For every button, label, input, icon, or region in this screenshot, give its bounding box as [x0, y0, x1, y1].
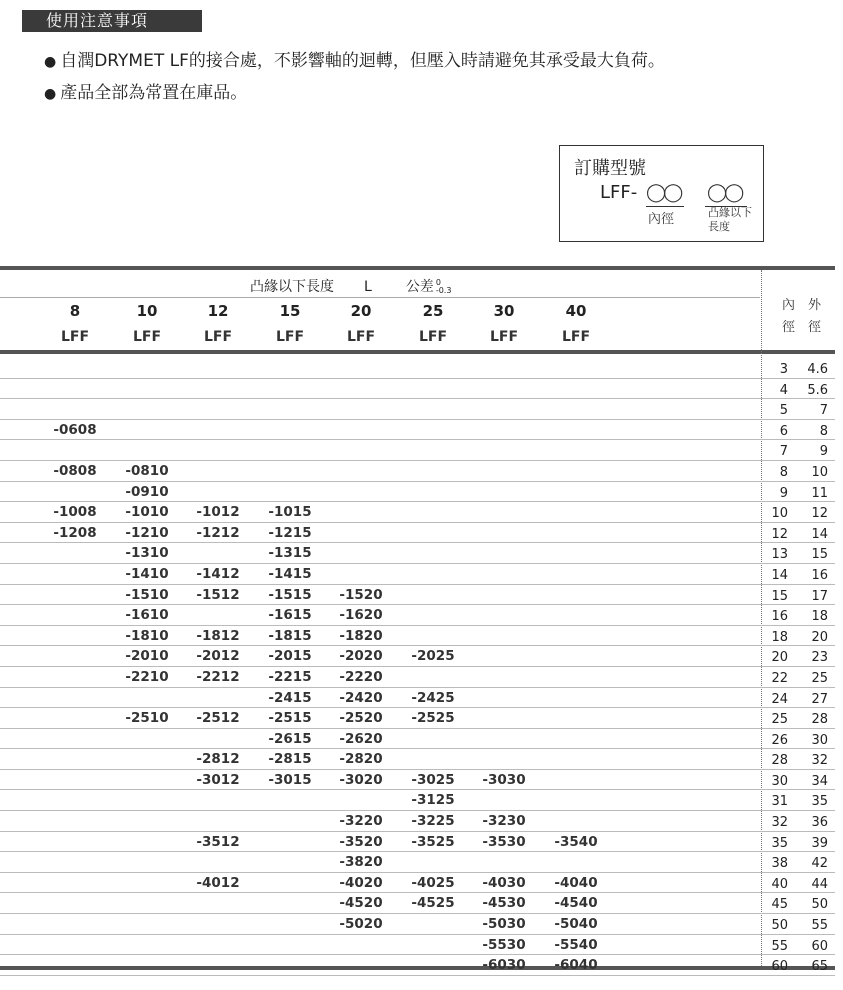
- inner-diameter-cell: 14: [771, 567, 788, 583]
- table-row: [0, 914, 843, 935]
- table-rule-top: [0, 266, 835, 270]
- series-col-header: LFF: [60, 329, 90, 345]
- table-row: [0, 399, 843, 420]
- outer-diameter-cell: 7: [819, 403, 828, 419]
- length-header-label: 凸緣以下長度: [250, 279, 334, 295]
- part-number-cell: -1515: [268, 586, 312, 603]
- inner-diameter-cell: 8: [779, 464, 788, 480]
- outer-diameter-cell: 12: [811, 506, 828, 522]
- outer-diameter-cell: 14: [811, 526, 828, 542]
- table-row: [0, 564, 843, 585]
- series-col-header: LFF: [489, 329, 519, 345]
- order-code-box: [559, 145, 764, 242]
- outer-diameter-cell: 27: [811, 691, 828, 707]
- table-row: [0, 935, 843, 956]
- part-number-cell: -1812: [196, 627, 240, 644]
- part-number-cell: -0808: [53, 462, 97, 479]
- series-col-header: LFF: [561, 329, 591, 345]
- part-number-cell: -4040: [554, 874, 598, 891]
- table-row: [0, 482, 843, 503]
- part-number-cell: -3530: [482, 833, 526, 850]
- inner-diameter-cell: 9: [779, 485, 788, 501]
- table-row: [0, 749, 843, 770]
- length-col-header: 15: [279, 302, 301, 320]
- part-number-cell: -3015: [268, 771, 312, 788]
- part-number-cell: -4030: [482, 874, 526, 891]
- part-number-cell: -3030: [482, 771, 526, 788]
- outer-diameter-cell: 30: [811, 732, 828, 748]
- part-number-cell: -5540: [554, 936, 598, 953]
- table-row: [0, 379, 843, 400]
- part-number-cell: -1815: [268, 627, 312, 644]
- inner-diameter-cell: 4: [779, 382, 788, 398]
- table-row: [0, 708, 843, 729]
- outer-diameter-cell: 35: [811, 794, 828, 810]
- inner-diameter-cell: 3: [779, 362, 788, 377]
- part-number-cell: -5040: [554, 916, 598, 933]
- part-number-cell: -1615: [268, 607, 312, 624]
- tolerance-label: 公差: [405, 279, 434, 295]
- part-number-cell: -1410: [125, 565, 169, 582]
- inner-diameter-cell: 20: [771, 650, 788, 666]
- bullet-icon: ●: [44, 54, 57, 70]
- part-number-cell: -4012: [196, 874, 240, 891]
- part-number-cell: -1215: [268, 524, 312, 541]
- inner-diameter-cell: 10: [771, 506, 788, 522]
- tolerance-value: 0 -0.3: [435, 278, 452, 295]
- note-item-1: [44, 46, 665, 71]
- table-row: [0, 770, 843, 791]
- part-number-cell: -4530: [482, 895, 526, 912]
- order-inner-placeholder: ◯◯: [646, 182, 681, 203]
- table-row: [0, 420, 843, 441]
- outer-diameter-cell: 23: [811, 650, 828, 666]
- table-row: [0, 852, 843, 873]
- table-row: [0, 543, 843, 564]
- part-number-cell: -2415: [268, 689, 312, 706]
- outer-diameter-cell: 20: [811, 629, 828, 645]
- part-number-cell: -2212: [196, 668, 240, 685]
- inner-diameter-cell: 40: [771, 876, 788, 892]
- table-row: [0, 667, 843, 688]
- table-row: [0, 358, 843, 379]
- part-number-cell: -2425: [411, 689, 455, 706]
- part-number-cell: -1810: [125, 627, 169, 644]
- part-number-cell: -1512: [196, 586, 240, 603]
- outer-diameter-cell: 11: [811, 485, 828, 501]
- part-number-cell: -2520: [339, 710, 383, 727]
- part-number-cell: -3012: [196, 771, 240, 788]
- part-number-cell: -2015: [268, 648, 312, 665]
- part-number-cell: -1208: [53, 524, 97, 541]
- table-row: [0, 461, 843, 482]
- inner-diameter-cell: 5: [779, 403, 788, 419]
- series-col-header: LFF: [346, 329, 376, 345]
- length-col-header: 12: [207, 302, 229, 320]
- outer-diameter-cell: 5.6: [807, 382, 828, 398]
- notice-title: 使用注意事項: [22, 10, 202, 32]
- order-length-placeholder: ◯◯: [707, 182, 742, 203]
- inner-diameter-cell: 38: [771, 856, 788, 872]
- outer-diameter-cell: 15: [811, 547, 828, 563]
- inner-diameter-cell: 16: [771, 609, 788, 625]
- part-number-cell: -4520: [339, 895, 383, 912]
- order-underline-inner: [646, 206, 684, 207]
- part-number-cell: -2215: [268, 668, 312, 685]
- outer-diameter-cell: 10: [811, 464, 828, 480]
- part-number-cell: -1820: [339, 627, 383, 644]
- outer-diameter-cell: 16: [811, 567, 828, 583]
- part-number-cell: -2512: [196, 710, 240, 727]
- part-number-cell: -1012: [196, 504, 240, 521]
- inner-diameter-cell: 50: [771, 918, 788, 934]
- header-separator: [0, 297, 760, 298]
- inner-diameter-cell: 15: [771, 588, 788, 604]
- note-item-2: [44, 78, 247, 103]
- inner-diameter-cell: 22: [771, 670, 788, 686]
- table-row: [0, 832, 843, 853]
- part-number-cell: -1212: [196, 524, 240, 541]
- inner-diameter-cell: 12: [771, 526, 788, 542]
- part-number-cell: -1620: [339, 607, 383, 624]
- outer-diameter-cell: 65: [811, 959, 828, 975]
- row-divider: [0, 975, 835, 976]
- outer-diameter-cell: 44: [811, 876, 828, 892]
- outer-diameter-cell: 39: [811, 835, 828, 851]
- outer-diameter-cell: 32: [811, 753, 828, 769]
- part-number-cell: -1510: [125, 586, 169, 603]
- part-number-cell: -1310: [125, 545, 169, 562]
- outer-diameter-cell: 55: [811, 918, 828, 934]
- table-row: [0, 873, 843, 894]
- table-row: [0, 955, 843, 976]
- note-text-2: 產品全部為常置在庫品。: [60, 83, 248, 103]
- table-row: [0, 626, 843, 647]
- part-number-cell: -4540: [554, 895, 598, 912]
- table-row: [0, 523, 843, 544]
- outer-diameter-cell: 9: [819, 444, 828, 460]
- note-text-1: 自潤DRYMET LF的接合處，不影響軸的迴轉，但壓入時請避免其承受最大負荷。: [60, 51, 665, 71]
- part-number-cell: -2010: [125, 648, 169, 665]
- table-row: [0, 646, 843, 667]
- series-col-header: LFF: [275, 329, 305, 345]
- part-number-cell: -1520: [339, 586, 383, 603]
- part-number-cell: -1412: [196, 565, 240, 582]
- outer-diameter-cell: 28: [811, 712, 828, 728]
- part-number-cell: -6040: [554, 957, 598, 974]
- part-number-cell: -2820: [339, 751, 383, 768]
- inner-dia-head-1: 內: [782, 298, 796, 313]
- inner-diameter-cell: 30: [771, 773, 788, 789]
- part-number-cell: -3520: [339, 833, 383, 850]
- part-number-cell: -3820: [339, 854, 383, 871]
- outer-diameter-cell: 25: [811, 670, 828, 686]
- part-number-cell: -2525: [411, 710, 455, 727]
- inner-diameter-cell: 31: [771, 794, 788, 810]
- bullet-icon: ●: [44, 86, 57, 102]
- inner-diameter-cell: 35: [771, 835, 788, 851]
- inner-diameter-cell: 32: [771, 815, 788, 831]
- part-number-cell: -3220: [339, 813, 383, 830]
- part-number-cell: -3525: [411, 833, 455, 850]
- order-label-length: 凸緣以下長度: [708, 206, 752, 233]
- part-number-cell: -2515: [268, 710, 312, 727]
- outer-diameter-cell: 60: [811, 938, 828, 954]
- inner-diameter-cell: 13: [771, 547, 788, 563]
- part-number-cell: -5530: [482, 936, 526, 953]
- part-number-cell: -4525: [411, 895, 455, 912]
- part-number-cell: -0910: [125, 483, 169, 500]
- order-code-prefix: LFF-: [600, 182, 638, 203]
- order-title: 訂購型號: [574, 158, 646, 179]
- part-number-cell: -4025: [411, 874, 455, 891]
- series-col-header: LFF: [418, 329, 448, 345]
- part-number-cell: -3025: [411, 771, 455, 788]
- series-col-header: LFF: [203, 329, 233, 345]
- length-col-header: 25: [422, 302, 444, 320]
- table-row: [0, 585, 843, 606]
- length-col-header: 40: [565, 302, 587, 320]
- table-body: [0, 358, 843, 976]
- part-number-cell: -2815: [268, 751, 312, 768]
- inner-diameter-cell: 45: [771, 897, 788, 913]
- table-row: [0, 811, 843, 832]
- inner-diameter-cell: 28: [771, 753, 788, 769]
- inner-diameter-cell: 7: [779, 444, 788, 460]
- part-number-cell: -4020: [339, 874, 383, 891]
- order-label-inner: 內徑: [648, 212, 675, 227]
- part-number-cell: -0810: [125, 462, 169, 479]
- part-number-cell: -1610: [125, 607, 169, 624]
- table-row: [0, 502, 843, 523]
- table-row: [0, 688, 843, 709]
- part-number-cell: -6030: [482, 957, 526, 974]
- part-number-cell: -2020: [339, 648, 383, 665]
- length-col-header: 20: [350, 302, 372, 320]
- outer-diameter-cell: 17: [811, 588, 828, 604]
- outer-dia-head-2: 徑: [808, 320, 822, 335]
- inner-diameter-cell: 26: [771, 732, 788, 748]
- length-col-header: 10: [136, 302, 158, 320]
- part-number-cell: -2620: [339, 730, 383, 747]
- length-group-header: [250, 276, 451, 296]
- inner-diameter-cell: 6: [779, 423, 788, 439]
- outer-diameter-cell: 34: [811, 773, 828, 789]
- part-number-cell: -1015: [268, 504, 312, 521]
- outer-dia-head-1: 外: [808, 298, 822, 313]
- inner-diameter-cell: 55: [771, 938, 788, 954]
- part-number-cell: -5020: [339, 916, 383, 933]
- part-number-cell: -2510: [125, 710, 169, 727]
- inner-diameter-cell: 25: [771, 712, 788, 728]
- inner-diameter-cell: 60: [771, 959, 788, 975]
- part-number-cell: -3540: [554, 833, 598, 850]
- part-number-cell: -2615: [268, 730, 312, 747]
- part-number-cell: -3020: [339, 771, 383, 788]
- part-number-cell: -2025: [411, 648, 455, 665]
- part-number-cell: -1010: [125, 504, 169, 521]
- part-number-cell: -2210: [125, 668, 169, 685]
- part-number-cell: -2420: [339, 689, 383, 706]
- part-number-cell: -3125: [411, 792, 455, 809]
- inner-diameter-cell: 24: [771, 691, 788, 707]
- outer-diameter-cell: 42: [811, 856, 828, 872]
- part-number-cell: -1210: [125, 524, 169, 541]
- outer-diameter-cell: 18: [811, 609, 828, 625]
- outer-diameter-cell: 50: [811, 897, 828, 913]
- outer-diameter-cell: 8: [819, 423, 828, 439]
- inner-diameter-cell: 18: [771, 629, 788, 645]
- part-number-cell: -2220: [339, 668, 383, 685]
- inner-dia-head-2: 徑: [782, 320, 796, 335]
- part-number-cell: -2812: [196, 751, 240, 768]
- outer-diameter-cell: 36: [811, 815, 828, 831]
- part-number-cell: -1415: [268, 565, 312, 582]
- product-table: [0, 266, 843, 976]
- part-number-cell: -0608: [53, 421, 97, 438]
- table-rule-header: [0, 350, 835, 354]
- part-number-cell: -2012: [196, 648, 240, 665]
- series-col-header: LFF: [132, 329, 162, 345]
- part-number-cell: -3230: [482, 813, 526, 830]
- table-row: [0, 605, 843, 626]
- length-unit-label: L: [364, 279, 372, 295]
- part-number-cell: -1008: [53, 504, 97, 521]
- length-col-header: 8: [69, 302, 81, 320]
- table-row: [0, 729, 843, 750]
- part-number-cell: -3225: [411, 813, 455, 830]
- table-row: [0, 440, 843, 461]
- part-number-cell: -1315: [268, 545, 312, 562]
- length-col-header: 30: [493, 302, 515, 320]
- outer-diameter-cell: 4.6: [807, 362, 828, 377]
- part-number-cell: -5030: [482, 916, 526, 933]
- table-row: [0, 790, 843, 811]
- part-number-cell: -3512: [196, 833, 240, 850]
- table-row: [0, 893, 843, 914]
